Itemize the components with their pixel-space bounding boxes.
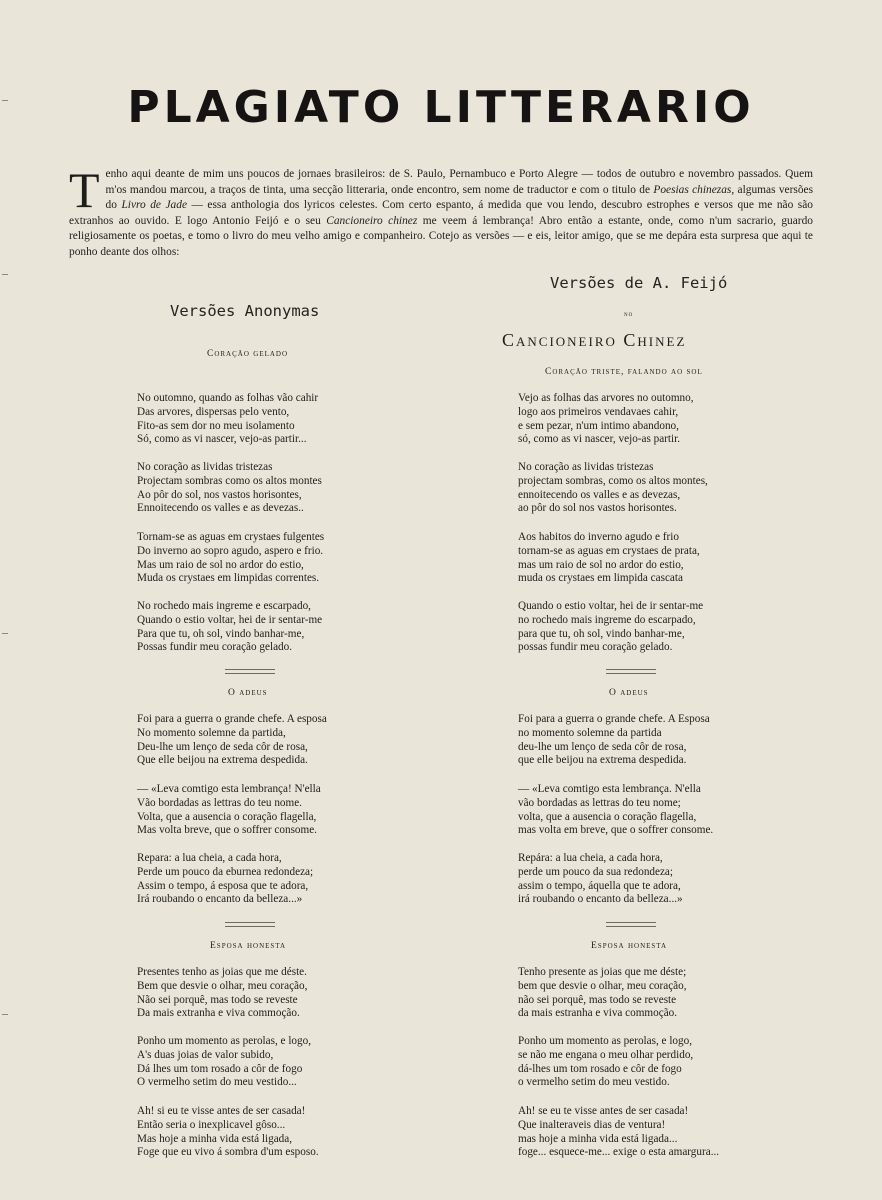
no-label: no bbox=[624, 309, 634, 318]
verse-line: Ennoitecendo os valles e as devezas.. bbox=[137, 502, 304, 515]
verse-line: Deu-lhe um lenço de seda côr de rosa, bbox=[137, 740, 308, 753]
verse-line: Fito-as sem dor no meu isolamento bbox=[137, 419, 295, 432]
intro-text-1: enho aqui deante de mim uns poucos de jornaes brasileiros: de S. Paulo, Pernambuco e Porto Alegre — todos de outubro e novembro passados. Quem m'os mandou marcou, a traços de tinta, uma secção litteraria, onde encontro, sem nome de traductor e com o titulo de bbox=[105, 168, 813, 196]
verse-line: mas um raio de sol no ardor do estio, bbox=[518, 558, 684, 571]
verse-line: No outomno, quando as folhas vão cahir bbox=[137, 392, 319, 404]
section-divider bbox=[606, 669, 656, 674]
section-divider bbox=[225, 669, 275, 674]
verse-line: só, como as vi nascer, vejo-as partir. bbox=[518, 433, 681, 446]
verse-line: perde um pouco da sua redondeza; bbox=[518, 865, 674, 878]
page-title: PLAGIATO LITTERARIO bbox=[127, 82, 755, 133]
right-poem-1-title: Coração triste, falando ao sol bbox=[545, 367, 703, 377]
left-poem-3-title: Esposa honesta bbox=[210, 941, 287, 951]
verse-line: No momento solemne da partida, bbox=[137, 726, 286, 739]
section-divider bbox=[225, 922, 275, 927]
verse-line: Então seria o inexplicavel gôso... bbox=[137, 1118, 286, 1131]
verse-line: Só, como as vi nascer, vejo-as partir... bbox=[137, 433, 307, 446]
verse-line: Ah! si eu te visse antes de ser casada! bbox=[137, 1105, 306, 1117]
drop-cap: T bbox=[69, 162, 100, 218]
left-poem-2-stanza-1 bbox=[137, 713, 327, 768]
verse-line: Foi para a guerra o grande chefe. A esposa bbox=[137, 713, 327, 725]
verse-line: Aos habitos do inverno agudo e frio bbox=[518, 531, 679, 543]
right-poem-2-stanza-3 bbox=[518, 852, 683, 907]
left-poem-3-stanza-2 bbox=[137, 1035, 311, 1090]
verse-line: Vejo as folhas das arvores no outomno, bbox=[518, 392, 694, 404]
right-poem-3-title: Esposa honesta bbox=[591, 941, 668, 951]
verse-line: ao pôr do sol nos vastos horisontes. bbox=[518, 502, 677, 515]
left-poem-2-stanza-3 bbox=[137, 852, 313, 907]
verse-line: Para que tu, oh sol, vindo banhar-me, bbox=[137, 627, 305, 640]
intro-text-2: , algumas versões do bbox=[105, 183, 813, 212]
left-poem-1-stanza-4 bbox=[137, 600, 322, 655]
verse-line: Repara: a lua cheia, a cada hora, bbox=[137, 852, 282, 864]
right-poem-2-stanza-1 bbox=[518, 713, 710, 768]
verse-line: Mas volta breve, que o soffrer consome. bbox=[137, 824, 317, 837]
verse-line: Assim o tempo, á esposa que te adora, bbox=[137, 879, 309, 892]
verse-line: Foi para a guerra o grande chefe. A Esposa bbox=[518, 713, 710, 725]
left-poem-3-stanza-1 bbox=[137, 966, 307, 1021]
intro-paragraph bbox=[69, 162, 813, 261]
verse-line: mas volta em breve, que o soffrer consome. bbox=[518, 824, 714, 837]
verse-line: Que inalteraveis dias de ventura! bbox=[518, 1118, 666, 1131]
verse-line: Quando o estio voltar, hei de ir sentar-me bbox=[137, 613, 323, 626]
verse-line: Mas um raio de sol no ardor do estio, bbox=[137, 558, 304, 571]
verse-line: irá roubando o encanto da belleza...» bbox=[518, 893, 683, 906]
verse-line: Foge que eu vivo á sombra d'um esposo. bbox=[137, 1146, 319, 1159]
right-poem-1-stanza-2 bbox=[518, 461, 708, 516]
verse-line: No coração as lividas tristezas bbox=[137, 461, 273, 473]
left-poem-3-stanza-3 bbox=[137, 1105, 319, 1160]
verse-line: Quando o estio voltar, hei de ir sentar-me bbox=[518, 600, 704, 612]
right-poem-3-stanza-1 bbox=[518, 966, 687, 1021]
verse-line: o vermelho setim do meu vestido. bbox=[518, 1076, 670, 1089]
margin-mark bbox=[2, 1014, 8, 1015]
margin-mark bbox=[2, 274, 8, 275]
verse-line: logo aos primeiros vendavaes cahir, bbox=[518, 405, 679, 418]
verse-line: Das arvores, dispersas pelo vento, bbox=[137, 405, 290, 418]
verse-line: A's duas joias de valor subido, bbox=[137, 1048, 274, 1061]
right-poem-1-stanza-3 bbox=[518, 531, 700, 586]
verse-line: Tornam-se as aguas em crystaes fulgentes bbox=[137, 531, 325, 543]
verse-line: da mais estranha e viva commoção. bbox=[518, 1007, 678, 1020]
intro-italic-3: Cancioneiro chinez bbox=[326, 214, 418, 227]
verse-line: não sei porquê, mas todo se reveste bbox=[518, 993, 677, 1006]
right-poem-3-stanza-2 bbox=[518, 1035, 693, 1090]
verse-line: que elle beijou na extrema despedida. bbox=[518, 754, 687, 767]
verse-line: se não me engana o meu olhar perdido, bbox=[518, 1048, 694, 1061]
margin-mark bbox=[2, 100, 8, 101]
verse-line: Bem que desvie o olhar, meu coração, bbox=[137, 979, 308, 992]
verse-line: ennoitecendo os valles e as devezas, bbox=[518, 488, 681, 501]
verse-line: No coração as lividas tristezas bbox=[518, 461, 654, 473]
verse-line: — «Leva comtigo esta lembrança. N'ella bbox=[518, 783, 701, 795]
left-poem-1-stanza-3 bbox=[137, 531, 324, 586]
left-column-heading: Versões Anonymas bbox=[170, 302, 320, 320]
margin-mark bbox=[2, 633, 8, 634]
verse-line: Da mais extranha e viva commoção. bbox=[137, 1007, 300, 1020]
intro-italic-2: Livro de Jade bbox=[121, 199, 187, 212]
verse-line: muda os crystaes em limpida cascata bbox=[518, 572, 683, 585]
verse-line: Vão bordadas as lettras do teu nome. bbox=[137, 796, 302, 809]
right-poem-2-stanza-2 bbox=[518, 783, 713, 838]
verse-line: Volta, que a ausencia o coração flagella, bbox=[137, 810, 317, 823]
verse-line: Que elle beijou na extrema despedida. bbox=[137, 754, 308, 767]
intro-text-3: — essa anthologia dos lyricos celestes. Com certo espanto, á medida que vou lendo, descubro estrophes e versos que me não são extranhos ao ouvido. E logo Antonio Feijó e o seu bbox=[69, 199, 813, 227]
left-poem-2-stanza-2 bbox=[137, 783, 321, 838]
verse-line: dá-lhes um tom rosado e côr de fogo bbox=[518, 1062, 682, 1075]
verse-line: Não sei porquê, mas todo se reveste bbox=[137, 993, 298, 1006]
verse-line: bem que desvie o olhar, meu coração, bbox=[518, 979, 687, 992]
verse-line: Irá roubando o encanto da belleza...» bbox=[137, 893, 303, 906]
left-poem-2-title: O adeus bbox=[228, 688, 268, 698]
verse-line: Perde um pouco da eburnea redondeza; bbox=[137, 865, 314, 878]
verse-line: Repára: a lua cheia, a cada hora, bbox=[518, 852, 663, 864]
verse-line: vão bordadas as lettras do teu nome; bbox=[518, 796, 681, 809]
intro-italic-1: Poesias chinezas bbox=[653, 183, 732, 196]
verse-line: foge... esquece-me... exige o esta amargura... bbox=[518, 1146, 720, 1159]
section-divider bbox=[606, 922, 656, 927]
verse-line: Ao pôr do sol, nos vastos horisontes, bbox=[137, 488, 302, 501]
verse-line: mas hoje a minha vida está ligada... bbox=[518, 1132, 678, 1145]
verse-line: Projectam sombras como os altos montes bbox=[137, 474, 322, 487]
right-poem-3-stanza-3 bbox=[518, 1105, 719, 1160]
verse-line: Tenho presente as joias que me déste; bbox=[518, 966, 687, 978]
verse-line: Dá lhes um tom rosado a côr de fogo bbox=[137, 1062, 303, 1075]
verse-line: possas fundir meu coração gelado. bbox=[518, 641, 673, 654]
verse-line: Mas hoje a minha vida está ligada, bbox=[137, 1132, 293, 1145]
verse-line: No rochedo mais ingreme e escarpado, bbox=[137, 600, 311, 612]
verse-line: assim o tempo, áquella que te adora, bbox=[518, 879, 681, 892]
verse-line: Possas fundir meu coração gelado. bbox=[137, 641, 293, 654]
verse-line: Ponho um momento as perolas, e logo, bbox=[137, 1035, 312, 1047]
verse-line: projectam sombras, como os altos montes, bbox=[518, 474, 708, 487]
verse-line: Muda os crystaes em limpidas correntes. bbox=[137, 572, 320, 585]
verse-line: volta, que a ausencia o coração flagella, bbox=[518, 810, 697, 823]
verse-line: deu-lhe um lenço de seda côr de rosa, bbox=[518, 740, 687, 753]
right-poem-1-stanza-1 bbox=[518, 392, 694, 447]
left-poem-1-title: Coração gelado bbox=[207, 349, 289, 359]
verse-line: Do inverno ao sopro agudo, aspero e frio. bbox=[137, 544, 324, 557]
verse-line: O vermelho setim do meu vestido... bbox=[137, 1076, 297, 1089]
verse-line: para que tu, oh sol, vindo banhar-me, bbox=[518, 627, 685, 640]
intro-text-4: me veem á lembrança! Abro então a estante, onde, como n'um sacrario, guardo religiosamente os poetas, e tomo o livro do meu velho amigo e companheiro. Cotejo as versões — e eis, leitor amigo, que se me depára esta surpresa que aqui te ponho deante dos olhos: bbox=[69, 214, 813, 258]
left-poem-1-stanza-1 bbox=[137, 392, 318, 447]
right-poem-2-title: O adeus bbox=[609, 688, 649, 698]
book-title: Cancioneiro Chinez bbox=[502, 330, 687, 350]
right-column-heading: Versões de A. Feijó bbox=[550, 274, 728, 292]
verse-line: Ah! se eu te visse antes de ser casada! bbox=[518, 1105, 689, 1117]
left-poem-1-stanza-2 bbox=[137, 461, 322, 516]
verse-line: no rochedo mais ingreme do escarpado, bbox=[518, 613, 696, 626]
verse-line: tornam-se as aguas em crystaes de prata, bbox=[518, 544, 700, 557]
right-poem-1-stanza-4 bbox=[518, 600, 703, 655]
verse-line: Ponho um momento as perolas, e logo, bbox=[518, 1035, 693, 1047]
verse-line: e sem pezar, n'um intimo abandono, bbox=[518, 419, 679, 432]
verse-line: — «Leva comtigo esta lembrança! N'ella bbox=[137, 783, 321, 795]
verse-line: Presentes tenho as joias que me déste. bbox=[137, 966, 307, 978]
verse-line: no momento solemne da partida bbox=[518, 726, 662, 739]
